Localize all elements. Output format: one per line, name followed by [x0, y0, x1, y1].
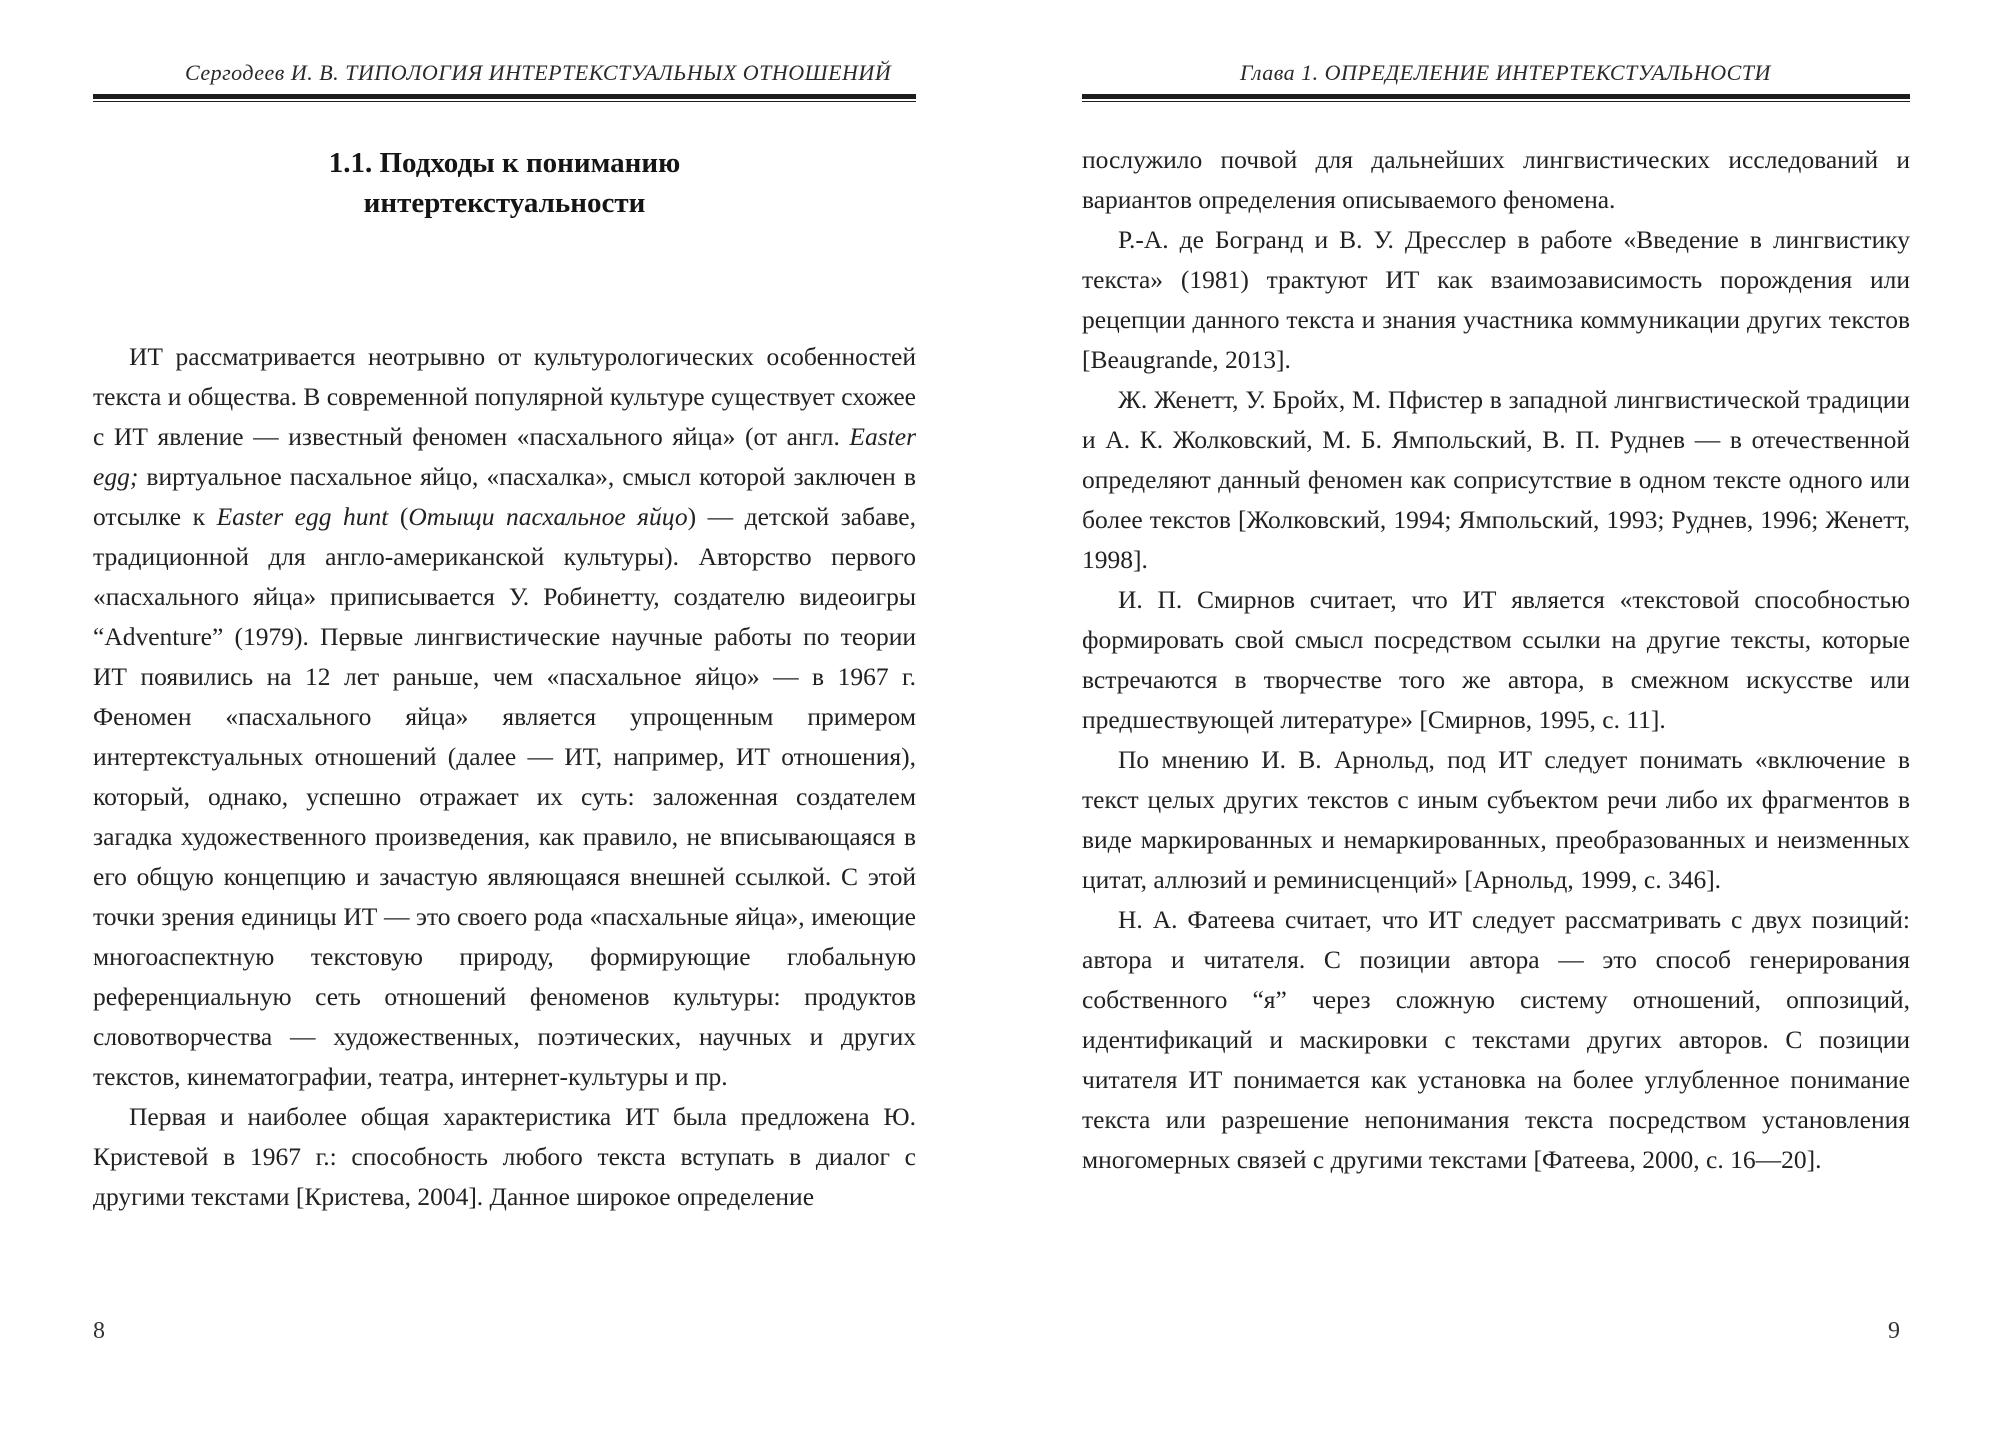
section-heading-line-1: 1.1. Подходы к пониманию — [328, 147, 681, 179]
text-run: ) — детской забаве, традиционной для англо-американской культуры). Авторство первого «пасхального яйца» приписывается У. Робинетту, создателю видеоигры “Adventure” (1979). Первые лингвистические научные работы по теории ИТ появились на 12 лет раньше, чем «пасхальное яйцо» — в 1967 г. Феномен «пасхального яйца» является упрощенным примером интертекстуальных отношений (далее — ИТ, например, ИТ отношения), который, однако, успешно отражает их суть: заложенная создателем загадка художественного произведения, как правило, не вписывающаяся в его общую концепцию и зачастую являющаяся внешней ссылкой. С этой точки зрения единицы ИТ — это своего рода «пасхальные яйца», имеющие многоаспектную текстовую природу, формирующие глобальную референциальную сеть отношений феноменов культуры: продуктов словотворчества — художественных, поэтических, научных и других текстов, кинематографии, театра, интернет-культуры и пр. — [93, 502, 916, 1091]
text-run: ИТ рассматривается неотрывно от культурологических особенностей текста и общества. В современной популярной культуре существует схожее с ИТ явление — известный феномен «пасхального яйца» (от англ. — [93, 342, 916, 451]
italic-text: Easter egg hunt — [216, 502, 389, 531]
text-run: ( — [388, 502, 409, 531]
italic-text: Отыщи пасхальное яйцо — [408, 502, 688, 531]
right-running-head: Глава 1. ОПРЕДЕЛЕНИЕ ИНТЕРТЕКСТУАЛЬНОСТИ — [1240, 60, 1771, 85]
paragraph: И. П. Смирнов считает, что ИТ является «текстовой способностью формировать свой смысл посредством ссылки на другие тексты, которые встречаются в творчестве того же автора, в смежном искусстве или предшествующей литературе» [Смирнов, 1995, с. 11]. — [1082, 585, 1910, 734]
right-page — [1000, 0, 2000, 1432]
paragraph: Р.-А. де Богранд и В. У. Дресслер в работе «Введение в лингвистику текста» (1981) трактуют ИТ как взаимозависимость порождения или рецепции данного текста и знания участника коммуникации других текстов [Beaugrande, 2013]. — [1082, 225, 1910, 374]
text-run: виртуальное пасхальное яйцо, «пасхалка», смысл которой заключен в отсылке к — [93, 462, 916, 531]
paragraph: Н. А. Фатеева считает, что ИТ следует рассматривать с двух позиций: автора и читателя. С позиции автора — это способ генерирования собственного “я” через сложную систему отношений, оппозиций, идентификаций и маскировки с текстами других авторов. С позиции читателя ИТ понимается как установка на более углубленное понимание текста или разрешение непонимания текста посредством установления многомерных связей с другими текстами [Фатеева, 2000, с. 16—20]. — [1082, 905, 1910, 1174]
section-heading — [93, 143, 916, 223]
left-running-head: Сергодеев И. В. ТИПОЛОГИЯ ИНТЕРТЕКСТУАЛЬНЫХ ОТНОШЕНИЙ — [185, 60, 892, 85]
right-body-text — [1082, 140, 1910, 1180]
paragraph: Первая и наиболее общая характеристика ИТ была предложена Ю. Кристевой в 1967 г.: способность любого текста вступать в диалог с другими текстами [Кристева, 2004]. Данное широкое определение — [93, 1102, 916, 1211]
left-header-rule — [93, 94, 916, 102]
right-header-rule — [1082, 94, 1910, 102]
paragraph — [93, 337, 916, 1097]
paragraph: По мнению И. В. Арнольд, под ИТ следует понимать «включение в текст целых других текстов с иным субъектом речи либо их фрагментов в виде маркированных и немаркированных, преобразованных и неизменных цитат, аллюзий и реминисценций» [Арнольд, 1999, с. 346]. — [1082, 745, 1910, 894]
right-page-number: 9 — [1888, 1318, 1900, 1344]
paragraph: послужило почвой для дальнейших лингвистических исследований и вариантов определения описываемого феномена. — [1082, 145, 1910, 214]
paragraph: Ж. Женетт, У. Бройх, М. Пфистер в западной лингвистической традиции и А. К. Жолковский, М. Б. Ямпольский, В. П. Руднев — в отечественной определяют данный феномен как соприсутствие в одном тексте одного или более текстов [Жолковский, 1994; Ямпольский, 1993; Руднев, 1996; Женетт, 1998]. — [1082, 385, 1910, 574]
left-body-text — [93, 337, 916, 1217]
left-page-number: 8 — [93, 1318, 105, 1344]
italic-text: Easter egg; — [93, 422, 916, 491]
section-heading-line-2: интертекстуальности — [363, 187, 646, 219]
